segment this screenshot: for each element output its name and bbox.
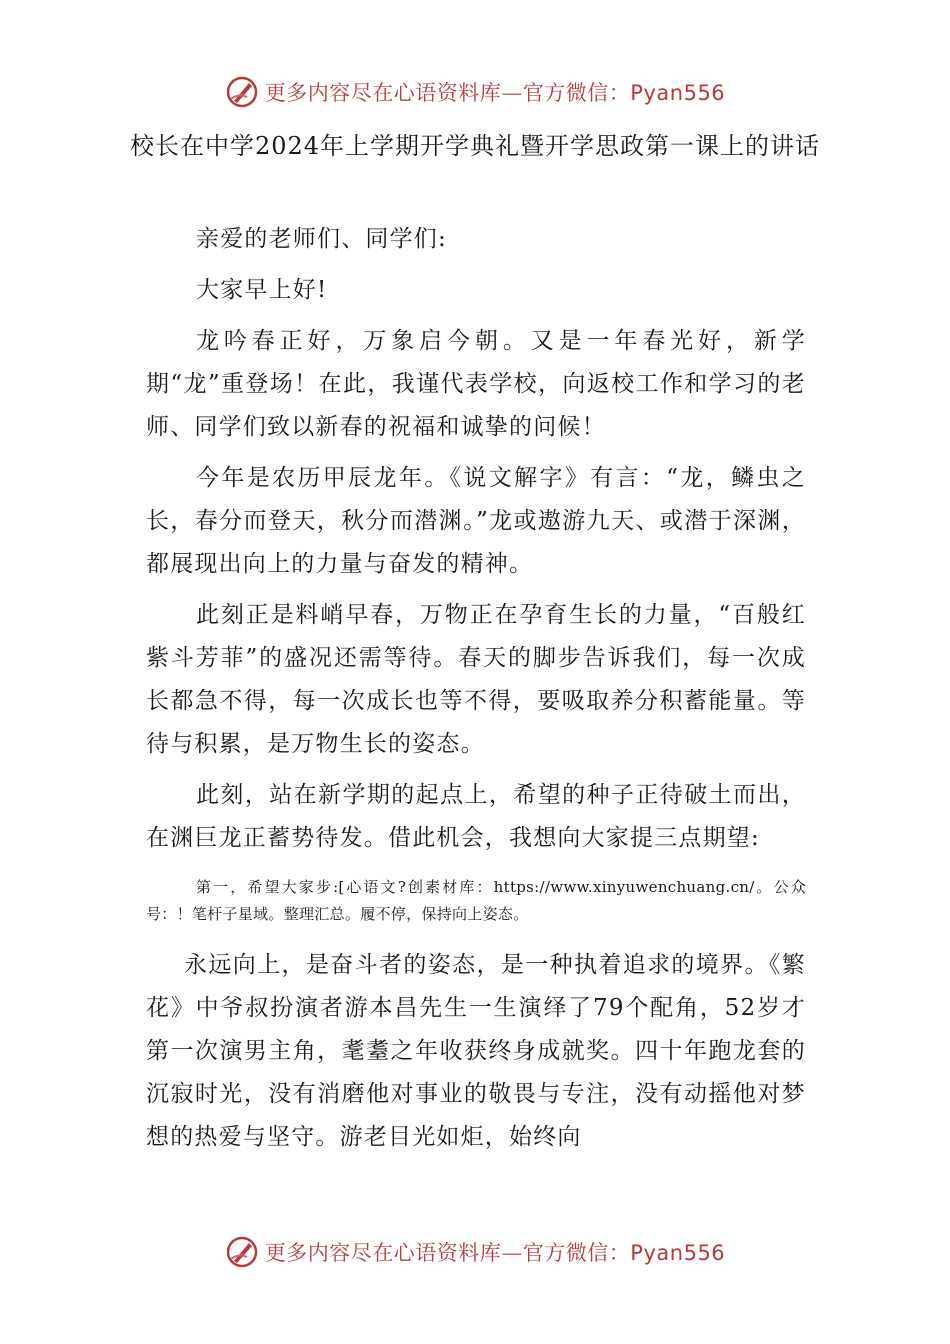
header-banner (0, 72, 950, 112)
document-title: 校长在中学2024年上学期开学典礼暨开学思政第一课上的讲话 (129, 132, 821, 160)
paragraph: 亲爱的老师们、同学们: (196, 226, 447, 252)
paragraph: 此刻，站在新学期的起点上，希望的种子正待破土而出，在渊巨龙正蓄势待发。借此机会，我想向大家提三点期望: (146, 782, 806, 851)
paragraph: 永远向上，是奋斗者的姿态，是一种执着追求的境界。《繁花》中爷叔扮演者游本昌先生一生演绎了79个配角，52岁才第一次演男主角，耄耋之年收获终身成就奖。四十年跑龙套的沉寂时光，没有消磨他对事业的敬畏与专注，没有动摇他对梦想的热爱与坚守。游老目光如炬，始终向 (146, 952, 806, 1150)
pen-logo-icon (225, 1235, 259, 1269)
footer-banner-text: 更多内容尽在心语资料库—官方微信：Pyan556 (264, 1241, 726, 1265)
source-note: 第一，希望大家步:[心语文?创素材库：https://www.xinyuwenchuang.cn/。公众号：！笔杆子星域。整理汇总。履不停，保持向上姿态。 (146, 878, 806, 923)
paragraph: 龙吟春正好，万象启今朝。又是一年春光好，新学期“龙”重登场！在此，我谨代表学校，向返校工作和学习的老师、同学们致以新春的祝福和诚挚的问候！ (146, 328, 806, 440)
footer-banner (0, 1232, 950, 1272)
header-banner-text: 更多内容尽在心语资料库—官方微信：Pyan556 (264, 81, 726, 105)
paragraph: 今年是农历甲辰龙年。《说文解字》有言：“龙，鳞虫之长，春分而登天，秋分而潜渊。”龙或遨游九天、或潜于深渊，都展现出向上的力量与奋发的精神。 (146, 465, 806, 577)
document-body (146, 218, 806, 1167)
paragraph: 大家早上好! (196, 277, 328, 303)
paragraph: 此刻正是料峭早春，万物正在孕育生长的力量，“百般红紫斗芳菲”的盛况还需等待。春天的脚步告诉我们，每一次成长都急不得，每一次成长也等不得，要吸取养分积蓄能量。等待与积累，是万物生长的姿态。 (146, 602, 806, 757)
pen-logo-icon (225, 75, 259, 109)
